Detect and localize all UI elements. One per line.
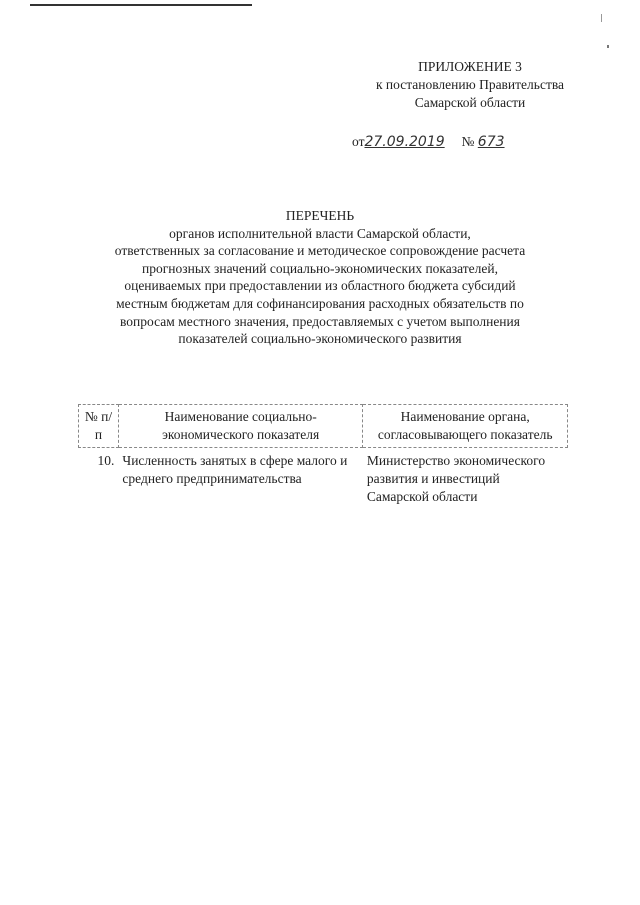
date-prefix: от bbox=[352, 134, 365, 149]
header-indicator: Наименование социально-экономического показателя bbox=[118, 405, 362, 448]
appendix-line: Самарской области bbox=[414, 95, 526, 110]
table-header-row bbox=[79, 405, 568, 448]
header-organ: Наименование органа, согласовывающего показатель bbox=[363, 405, 568, 448]
appendix-line: к постановлению Правительства bbox=[375, 77, 565, 92]
title-line: ответственных за согласование и методическое сопровождение расчета bbox=[114, 243, 526, 259]
handwritten-number: 673 bbox=[477, 134, 505, 150]
scan-mark bbox=[601, 14, 602, 22]
header-number: № п/п bbox=[79, 405, 119, 448]
scan-mark bbox=[607, 45, 609, 48]
title-line: органов исполнительной власти Самарской области, bbox=[169, 225, 471, 241]
title-line: показателей социально-экономического развития bbox=[178, 331, 462, 347]
date-line bbox=[352, 134, 505, 150]
title-heading: ПЕРЕЧЕНЬ bbox=[285, 208, 355, 223]
appendix-block bbox=[330, 58, 610, 112]
row-indicator: Численность занятых в сфере малого и среднего предпринимательства bbox=[122, 453, 348, 486]
appendix-heading: ПРИЛОЖЕНИЕ 3 bbox=[418, 59, 522, 74]
document-title bbox=[80, 207, 560, 348]
row-number: 10. bbox=[97, 453, 115, 468]
title-line: местным бюджетам для софинансирования расходных обязательств по bbox=[116, 295, 524, 311]
title-line: вопросам местного значения, предоставляемых с учетом выполнения bbox=[120, 313, 520, 329]
title-line: оцениваемых при предоставлении из областного бюджета субсидий bbox=[124, 278, 516, 294]
table-row bbox=[79, 448, 568, 507]
organs-table bbox=[78, 404, 568, 506]
title-line: прогнозных значений социально-экономических показателей, bbox=[142, 260, 498, 276]
row-organ: Министерство экономического развития и инвестиций Самарской области bbox=[366, 453, 546, 504]
handwritten-date: 27.09.2019 bbox=[364, 134, 445, 150]
number-prefix: № bbox=[461, 134, 475, 149]
top-rule bbox=[30, 4, 252, 6]
